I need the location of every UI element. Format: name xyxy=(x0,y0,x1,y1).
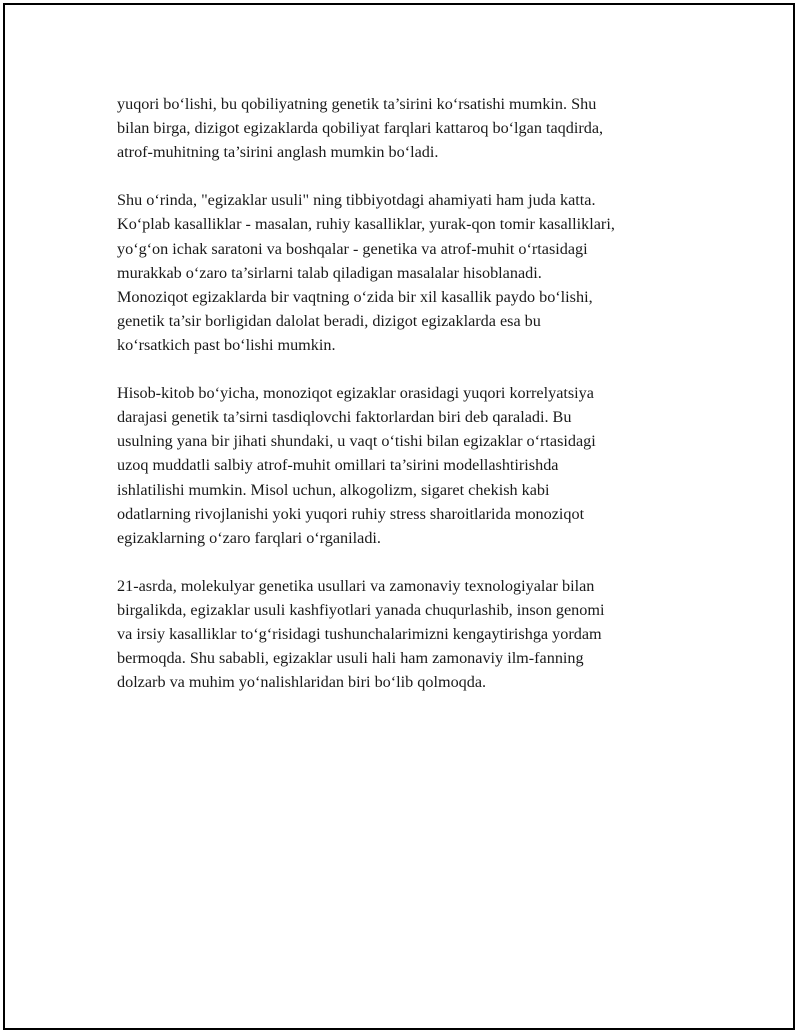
text-line: Ko‘plab kasalliklar - masalan, ruhiy kasalliklar, yurak-qon tomir kasalliklari, xyxy=(117,215,615,234)
text-line: ko‘rsatkich past bo‘lishi mumkin. xyxy=(117,335,336,354)
text-line: 21-asrda, molekulyar genetika usullari va zamonaviy texnologiyalar bilan xyxy=(117,576,595,595)
text-line: bilan birga, dizigot egizaklarda qobiliyat farqlari kattaroq bo‘lgan taqdirda, xyxy=(117,119,604,138)
text-line: Monoziqot egizaklarda bir vaqtning o‘zida bir xil kasallik paydo bo‘lishi, xyxy=(117,287,593,306)
text-line: birgalikda, egizaklar usuli kashfiyotlari yanada chuqurlashib, inson genomi xyxy=(117,600,605,619)
text-line: atrof-muhitning ta’sirini anglash mumkin bo‘ladi. xyxy=(117,143,439,162)
text-line: uzoq muddatli salbiy atrof-muhit omillari ta’sirini modellashtirishda xyxy=(117,456,559,475)
document-body xyxy=(117,92,677,718)
text-line: va irsiy kasalliklar to‘g‘risidagi tushunchalarimizni kengaytirishga yordam xyxy=(117,625,602,644)
text-line: dolzarb va muhim yo‘nalishlaridan biri bo‘lib qolmoqda. xyxy=(117,673,487,692)
text-line: yuqori bo‘lishi, bu qobiliyatning genetik ta’sirini ko‘rsatishi mumkin. Shu xyxy=(117,95,597,113)
paragraph-4 xyxy=(117,574,677,694)
paragraph-3 xyxy=(117,381,677,550)
text-line: usulning yana bir jihati shundaki, u vaqt o‘tishi bilan egizaklar o‘rtasidagi xyxy=(117,432,596,451)
text-line: Shu o‘rinda, "egizaklar usuli" ning tibbiyotdagi ahamiyati ham juda katta. xyxy=(117,191,596,210)
text-line: genetik ta’sir borligidan dalolat beradi, dizigot egizaklarda esa bu xyxy=(117,311,541,330)
text-line: egizaklarning o‘zaro farqlari o‘rganiladi. xyxy=(117,528,381,547)
text-line: yo‘g‘on ichak saratoni va boshqalar - genetika va atrof-muhit o‘rtasidagi xyxy=(117,239,588,258)
text-line: odatlarning rivojlanishi yoki yuqori ruhiy stress sharoitlarida monoziqot xyxy=(117,504,585,523)
text-line: bermoqda. Shu sababli, egizaklar usuli hali ham zamonaviy ilm-fanning xyxy=(117,649,584,668)
text-line: murakkab o‘zaro ta’sirlarni talab qiladigan masalalar hisoblanadi. xyxy=(117,263,542,282)
paragraph-1 xyxy=(117,92,677,164)
text-line: ishlatilishi mumkin. Misol uchun, alkogolizm, sigaret chekish kabi xyxy=(117,480,550,499)
text-line: darajasi genetik ta’sirni tasdiqlovchi faktorlardan biri deb qaraladi. Bu xyxy=(117,408,572,427)
text-line: Hisob-kitob bo‘yicha, monoziqot egizaklar orasidagi yuqori korrelyatsiya xyxy=(117,384,594,403)
paragraph-2 xyxy=(117,188,677,357)
